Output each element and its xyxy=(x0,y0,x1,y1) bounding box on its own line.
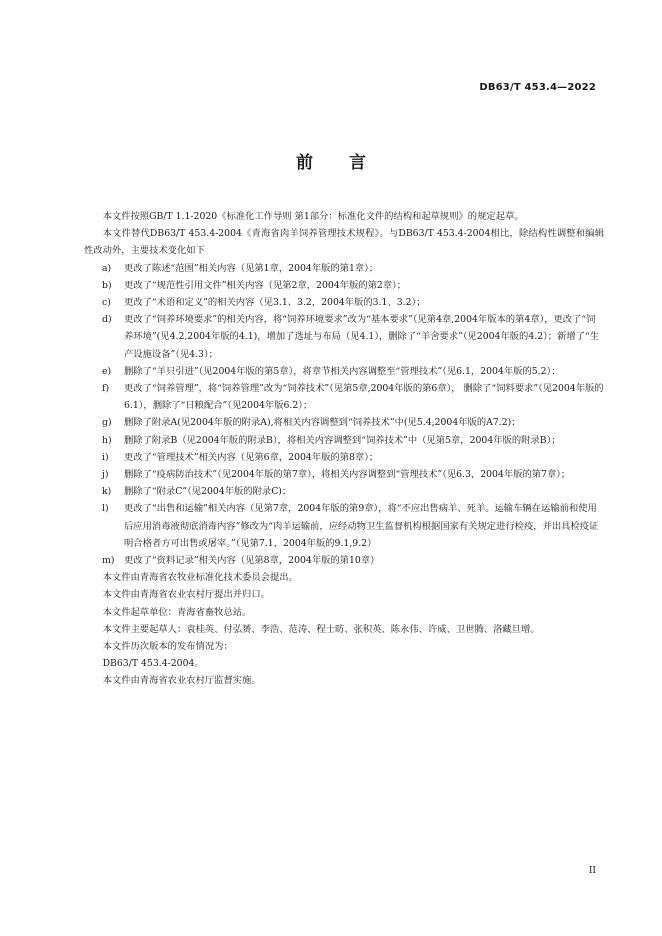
foreword-body xyxy=(84,208,604,690)
change-item-a xyxy=(84,260,604,277)
item-marker: e) xyxy=(102,365,112,377)
paragraph-history-version: DB63/T 453.4-2004。 xyxy=(102,658,204,670)
paragraph-proposer: 本文件由青海省农牧业标准化技术委员会提出。 xyxy=(102,572,298,584)
item-text: 更改了“饲养环境要求”的相关内容，将“饲养环境要求”改为“基本要求”（见第4章,2004年版本的第4章），更改了“饲养环境”(见4.2,2004年版的4.1)，增加了选址与布局（见4.1），删除了“羊舍要求”（见2004年版的4.2）；新增了“生产设施设备”（见4.3）； xyxy=(124,314,600,360)
document-code: DB63/T 453.4—2022 xyxy=(479,82,596,93)
item-marker: g) xyxy=(102,417,112,429)
change-item-k xyxy=(84,483,604,500)
page-number: II xyxy=(588,866,596,876)
change-item-h xyxy=(84,432,604,449)
item-marker: c) xyxy=(102,297,111,309)
page-title: 前言 xyxy=(296,153,402,173)
change-item-l xyxy=(84,500,604,552)
change-item-m xyxy=(84,552,604,569)
paragraph-centralizer: 本文件由青海省农业农村厅提出并归口。 xyxy=(102,589,270,601)
paragraph-drafting-unit: 本文件起草单位：青海省畜牧总站。 xyxy=(102,606,252,618)
paragraph-supervisor: 本文件由青海省农业农村厅监督实施。 xyxy=(102,675,261,687)
item-text: 删除了附录B（见2004年版的附录B），将相关内容调整到“饲养技术”中（见第5章，2004年版的附录B）； xyxy=(124,434,561,446)
item-text: 删除了“羊只引进”（见2004年版的第5章），将章节相关内容调整至“管理技术”（见6.1，2004年版的5.2）； xyxy=(124,365,561,377)
item-text: 删除了“附录C”（见2004年版的附录C)； xyxy=(124,486,292,498)
item-text: 更改了陈述“范围”相关内容（见第1章，2004年版的第1章）； xyxy=(124,262,379,274)
item-text: 更改了“管理技术”相关内容（见第6章，2004年版的第8章）； xyxy=(124,451,379,463)
item-text: 更改了“资料记录”相关内容（见第8章，2004年版的第10章） xyxy=(124,555,380,567)
item-text: 更改了“术语和定义”的相关内容（见3.1、3.2，2004年版的3.1、3.2）； xyxy=(124,297,426,309)
item-marker: m) xyxy=(102,555,115,567)
item-marker: f) xyxy=(102,383,110,395)
change-item-d xyxy=(84,311,604,363)
paragraph-drafters: 本文件主要起草人：袁桂英、付弘赟、李浩、范涛、程士昉、张积英、陈永伟、许威、卫世腾、洛藏旦增。 xyxy=(102,623,540,635)
paragraph-history-intro: 本文件历次版本的发布情况为： xyxy=(102,641,233,653)
item-marker: d) xyxy=(102,314,112,326)
change-item-j xyxy=(84,466,604,483)
change-item-b xyxy=(84,277,604,294)
item-marker: l) xyxy=(102,503,109,515)
item-marker: k) xyxy=(102,486,112,498)
change-item-i xyxy=(84,449,604,466)
item-marker: i) xyxy=(102,451,109,463)
change-item-e xyxy=(84,363,604,380)
item-text: 更改了“规范性引用文件”相关内容（见第2章，2004年版的第2章）； xyxy=(124,279,407,291)
paragraph-drafting-rules: 本文件按照GB/T 1.1-2020《标准化工作导则 第1部分：标准化文件的结构和起草规则》的规定起草。 xyxy=(102,211,524,222)
item-marker: a) xyxy=(102,262,112,274)
item-text: 更改了“饲养管理”，将“饲养管理”改为“饲养技术”（见第5章,2004年版的第6章）， 删除了“饲料要求”（见2004年版的6.1），删除了“日粮配合”（见2004年版6.2）； xyxy=(124,383,604,412)
item-text: 删除了“疫病防治技术”（见2004年版的第7章），将相关内容调整到“管理技术”（见6.3，2004年版的第7章）； xyxy=(124,469,571,481)
change-item-f xyxy=(84,380,604,414)
item-marker: h) xyxy=(102,434,112,446)
item-text: 删除了附录A(见2004年版的附录A),将相关内容调整到“饲养技术”中(见5.4,2004年版的A7.2)； xyxy=(124,417,521,429)
item-marker: j) xyxy=(102,469,109,481)
item-text: 更改了“出售和运输”相关内容（见第7章，2004年版的第9章），将“不应出售病羊、死羊。运输车辆在运输前和使用后应用消毒液彻底消毒内容”修改为“肉羊运输前，应经动物卫生监督机构根据国家有关规定进行检疫，并出具检疫证明合格者方可出售或屠宰。”（见第7.1，2004年版的9.1,9.2） xyxy=(124,503,599,549)
change-item-c xyxy=(84,294,604,311)
change-item-g xyxy=(84,414,604,431)
item-marker: b) xyxy=(102,279,112,291)
paragraph-replacement: 本文件替代DB63/T 453.4-2004《青海省肉羊饲养管理技术规程》。与DB63/T 453.4-2004相比，除结构性调整和编辑性改动外，主要技术变化如下 xyxy=(84,228,604,257)
